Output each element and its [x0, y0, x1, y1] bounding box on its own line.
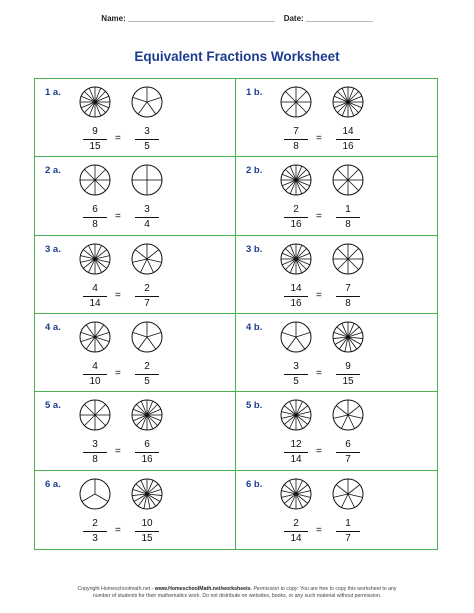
- fraction-circle: [332, 164, 364, 196]
- name-date-line: [0, 14, 474, 23]
- problem-cell: [236, 392, 437, 470]
- fraction-right: [135, 126, 159, 153]
- numerator: 1: [336, 518, 360, 532]
- fraction-circle: [79, 86, 111, 118]
- problem-cell: [236, 157, 437, 235]
- denominator: 8: [293, 141, 299, 152]
- denominator: 5: [144, 141, 150, 152]
- fraction-right: [336, 126, 360, 153]
- name-blank: _________________________________: [127, 14, 275, 23]
- equals-sign: =: [316, 524, 322, 536]
- problem-label: 2 b.: [246, 165, 263, 177]
- equals-sign: =: [316, 211, 322, 223]
- denominator: 8: [345, 219, 351, 231]
- equals-sign: =: [316, 133, 322, 144]
- problem-cell: [35, 79, 236, 157]
- fraction-right: [336, 204, 360, 231]
- problem-cell: [236, 314, 437, 392]
- problem-cell: [35, 236, 236, 314]
- denominator: 7: [345, 454, 351, 466]
- fraction-circle: [332, 321, 364, 353]
- numerator: 3: [83, 439, 107, 453]
- problem-label: 1 b.: [246, 87, 263, 98]
- problem-label: 1 a.: [45, 87, 61, 98]
- date-label: Date:: [283, 14, 304, 23]
- numerator: 6: [336, 439, 360, 453]
- problem-label: 3 b.: [246, 243, 263, 255]
- fraction-circle: [332, 478, 364, 510]
- fraction-circle: [280, 243, 312, 275]
- fraction-left: [83, 204, 107, 231]
- denominator: 15: [141, 532, 153, 544]
- fraction-left: [284, 518, 308, 545]
- fraction-right: [336, 283, 360, 310]
- fraction-circle: [280, 478, 312, 510]
- equals-sign: =: [115, 368, 121, 379]
- numerator: 6: [135, 439, 159, 453]
- numerator: 14: [336, 126, 360, 140]
- denominator: 7: [345, 532, 351, 544]
- denominator: 16: [290, 219, 302, 231]
- problem-cell: [35, 392, 236, 470]
- problem-cell: [35, 471, 236, 549]
- fraction-right: [135, 439, 159, 466]
- denominator: 5: [293, 376, 299, 387]
- numerator: 14: [284, 283, 308, 297]
- denominator: 14: [89, 297, 101, 309]
- numerator: 9: [336, 361, 360, 375]
- numerator: 1: [336, 204, 360, 218]
- fraction-left: [83, 518, 107, 545]
- numerator: 2: [135, 361, 159, 375]
- fraction-circle: [131, 164, 163, 196]
- fraction-circle: [79, 243, 111, 275]
- fraction-left: [284, 439, 308, 466]
- problem-label: 4 b.: [246, 322, 263, 333]
- problem-label: 2 a.: [45, 165, 61, 177]
- fraction-circle: [131, 86, 163, 118]
- fraction-circle: [79, 164, 111, 196]
- fraction-right: [135, 283, 159, 310]
- name-label: Name:: [101, 14, 126, 23]
- fraction-circle: [131, 243, 163, 275]
- denominator: 16: [342, 141, 354, 152]
- denominator: 5: [144, 376, 150, 387]
- problem-cell: [35, 314, 236, 392]
- equals-sign: =: [115, 524, 121, 536]
- fraction-circle: [131, 478, 163, 510]
- numerator: 10: [135, 518, 159, 532]
- numerator: 12: [284, 439, 308, 453]
- numerator: 9: [83, 126, 107, 140]
- fraction-circle: [131, 321, 163, 353]
- problem-cell: [35, 157, 236, 235]
- fraction-left: [83, 439, 107, 466]
- numerator: 7: [336, 283, 360, 297]
- fraction-circle: [79, 321, 111, 353]
- fraction-circle: [79, 478, 111, 510]
- fraction-circle: [332, 243, 364, 275]
- equals-sign: =: [115, 289, 121, 301]
- problem-grid: [34, 78, 438, 550]
- fraction-left: [83, 283, 107, 310]
- worksheet-title: Equivalent Fractions Worksheet: [134, 49, 340, 64]
- problem-label: 4 a.: [45, 322, 61, 333]
- numerator: 2: [135, 283, 159, 297]
- numerator: 7: [284, 126, 308, 140]
- fraction-right: [336, 439, 360, 466]
- footer-copyright: Copyright Homeschoolmath.net -: [77, 586, 155, 592]
- numerator: 6: [83, 204, 107, 218]
- problem-cell: [236, 471, 437, 549]
- denominator: 8: [92, 219, 98, 231]
- problem-cell: [236, 79, 437, 157]
- fraction-circle: [280, 399, 312, 431]
- fraction-left: [284, 204, 308, 231]
- fraction-right: [336, 518, 360, 545]
- fraction-right: [135, 361, 159, 388]
- denominator: 16: [141, 454, 153, 466]
- equals-sign: =: [316, 446, 322, 458]
- problem-label: 5 b.: [246, 400, 263, 412]
- numerator: 3: [135, 204, 159, 218]
- denominator: 15: [342, 376, 354, 387]
- numerator: 4: [83, 283, 107, 297]
- problem-label: 6 b.: [246, 478, 263, 490]
- problem-label: 3 a.: [45, 243, 61, 255]
- footer-link[interactable]: www.HomeschoolMath.net/worksheets: [154, 586, 251, 592]
- denominator: 15: [89, 141, 101, 152]
- fraction-left: [284, 361, 308, 388]
- numerator: 2: [284, 204, 308, 218]
- footer-permission-label: Permission to copy:: [253, 586, 299, 592]
- footer-line1: You are free to copy this worksheet to any: [298, 586, 397, 592]
- footer-line2: number of students for their mathematics work. Do not distribute on websites, books, or any such material without permission.: [92, 593, 382, 599]
- denominator: 16: [290, 297, 302, 309]
- denominator: 7: [144, 297, 150, 309]
- fraction-circle: [79, 399, 111, 431]
- denominator: 3: [92, 532, 98, 544]
- numerator: 4: [83, 361, 107, 375]
- equals-sign: =: [115, 211, 121, 223]
- fraction-circle: [280, 321, 312, 353]
- denominator: 14: [290, 454, 302, 466]
- footer: Copyright Homeschoolmath.net - www.HomeschoolMath.net/worksheets. Permission to copy: You are free to copy this worksheet to any number of students for their mathematics work. Do not distribute on websites, books, or any such material without permission.: [77, 586, 397, 599]
- equals-sign: =: [316, 289, 322, 301]
- equals-sign: =: [115, 446, 121, 458]
- denominator: 14: [290, 532, 302, 544]
- equals-sign: =: [316, 368, 322, 379]
- problem-label: 5 a.: [45, 400, 61, 412]
- numerator: 3: [135, 126, 159, 140]
- numerator: 3: [284, 361, 308, 375]
- fraction-circle: [280, 86, 312, 118]
- denominator: 4: [144, 219, 150, 231]
- fraction-left: [284, 283, 308, 310]
- fraction-circle: [332, 86, 364, 118]
- fraction-left: [83, 361, 107, 388]
- fraction-right: [135, 204, 159, 231]
- fraction-circle: [131, 399, 163, 431]
- problem-label: 6 a.: [45, 478, 61, 490]
- problem-cell: [236, 236, 437, 314]
- fraction-circle: [332, 399, 364, 431]
- denominator: 8: [92, 454, 98, 466]
- denominator: 10: [89, 376, 101, 387]
- equals-sign: =: [115, 133, 121, 144]
- fraction-left: [284, 126, 308, 153]
- date-blank: _______________: [305, 14, 373, 23]
- numerator: 2: [284, 518, 308, 532]
- denominator: 8: [345, 297, 351, 309]
- fraction-right: [336, 361, 360, 388]
- numerator: 2: [83, 518, 107, 532]
- fraction-circle: [280, 164, 312, 196]
- fraction-right: [135, 518, 159, 545]
- fraction-left: [83, 126, 107, 153]
